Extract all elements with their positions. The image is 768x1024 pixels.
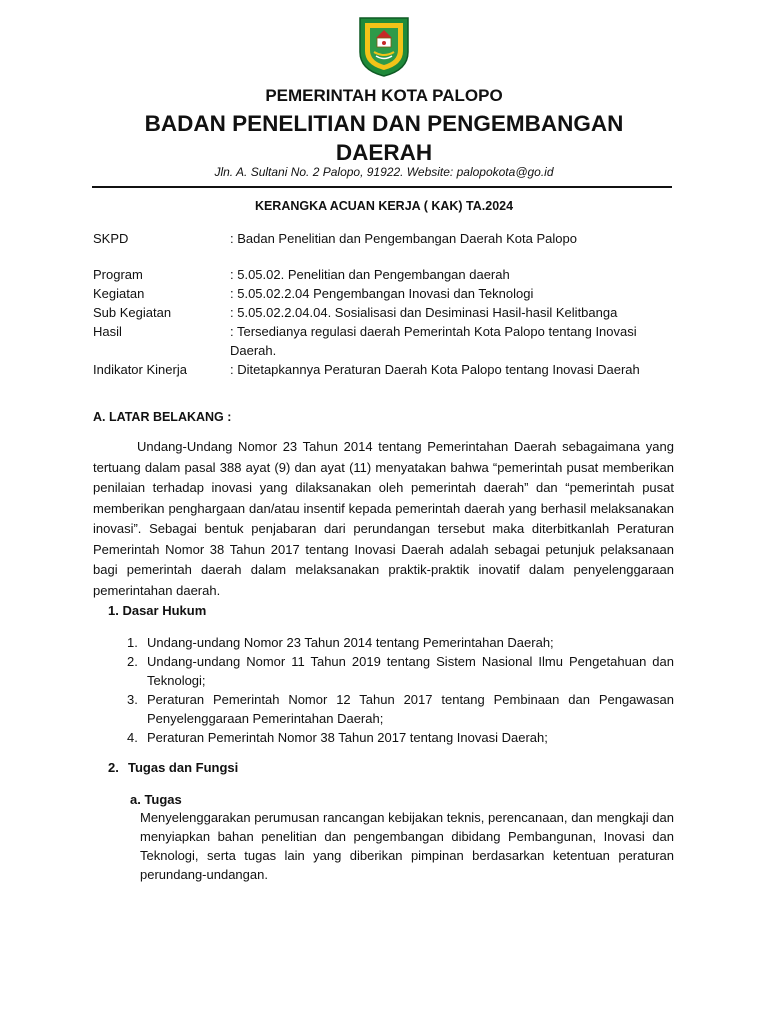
agency-name-line-2: DAERAH [335,140,433,165]
tugas-fungsi-number: 2. [108,760,119,775]
info-key: SKPD [93,231,129,246]
agency-name-line-1: BADAN PENELITIAN DAN PENGEMBANGAN [144,111,624,136]
list-item [123,633,674,652]
info-key: Kegiatan [93,286,145,301]
palopo-emblem-icon [356,14,412,78]
info-key: Hasil [93,324,122,339]
tugas-fungsi-title: Tugas dan Fungsi [128,760,239,775]
info-value: : 5.05.02.2.04.04. Sosialisasi dan Desiminasi Hasil-hasil Kelitbanga [230,305,618,320]
document-title: KERANGKA ACUAN KERJA ( KAK) TA.2024 [254,199,514,213]
list-text: Undang-undang Nomor 23 Tahun 2014 tentang Pemerintahan Daerah; [147,635,554,650]
list-number: 4. [127,730,138,745]
info-value: : 5.05.02. Penelitian dan Pengembangan daerah [230,267,510,282]
tugas-subheading: a. Tugas [130,792,182,807]
tugas-fungsi-heading [108,760,239,775]
info-key: Sub Kegiatan [93,305,172,320]
section-a-heading: A. LATAR BELAKANG : [93,410,232,424]
list-item [123,728,674,747]
header-divider [92,186,672,188]
list-item [123,652,674,690]
dasar-hukum-list [123,633,674,747]
info-value: : 5.05.02.2.04 Pengembangan Inovasi dan Teknologi [230,286,534,301]
info-value: : Tersedianya regulasi daerah Pemerintah Kota Palopo tentang Inovasi Daerah. [230,324,637,358]
list-text: Peraturan Pemerintah Nomor 38 Tahun 2017 tentang Inovasi Daerah; [147,730,548,745]
info-key: Indikator Kinerja [93,362,187,377]
dasar-hukum-heading: 1. Dasar Hukum [108,603,207,618]
info-value: : Ditetapkannya Peraturan Daerah Kota Palopo tentang Inovasi Daerah [230,362,640,377]
agency-name [0,109,768,167]
info-key: Program [93,267,143,282]
info-value: : Badan Penelitian dan Pengembangan Daerah Kota Palopo [230,231,577,246]
list-number: 2. [127,654,138,669]
agency-address: Jln. A. Sultani No. 2 Palopo, 91922. Website: palopokota@go.id [214,165,554,179]
list-number: 3. [127,692,138,707]
government-name: PEMERINTAH KOTA PALOPO [265,86,503,105]
latar-belakang-paragraph: Undang-Undang Nomor 23 Tahun 2014 tentang Pemerintahan Daerah sebagaimana yang tertuang dalam pasal 388 ayat (9) dan ayat (11) menyatakan bahwa “pemerintah pusat memberikan penilaian terhadap inovasi yang dilaksanakan oleh pemerintah daerah” dan “pemerintah pusat memberikan penghargaan dan/atau insentif kepada pemerintah daerah yang berhasil melaksanakan inovasi”. Sebagai bentuk penjabaran dari perundangan tersebut maka diterbitkanlah Peraturan Pemerintah Nomor 38 Tahun 2017 tentang Inovasi Daerah adalah sebagai petunjuk pelaksanaan bagi pemerintah daerah dalam melaksanakan praktik-praktik inovatif dalam penyelenggaraan pemerintahan daerah. [93,439,674,598]
list-item [123,690,674,728]
list-text: Peraturan Pemerintah Nomor 12 Tahun 2017 tentang Pembinaan dan Pengawasan Penyelenggaraan Pemerintahan Daerah; [147,692,674,726]
list-number: 1. [127,635,138,650]
tugas-paragraph: Menyelenggarakan perumusan rancangan kebijakan teknis, perencanaan, dan mengkaji dan menyiapkan bahan penelitian dan pengembangan dibidang Pembangunan, Inovasi dan Teknologi, serta tugas lain yang diberikan pimpinan berdasarkan ketentuan peraturan perundang-undangan. [140,810,674,882]
list-text: Undang-undang Nomor 11 Tahun 2019 tentang Sistem Nasional Ilmu Pengetahuan dan Teknologi; [147,654,674,688]
